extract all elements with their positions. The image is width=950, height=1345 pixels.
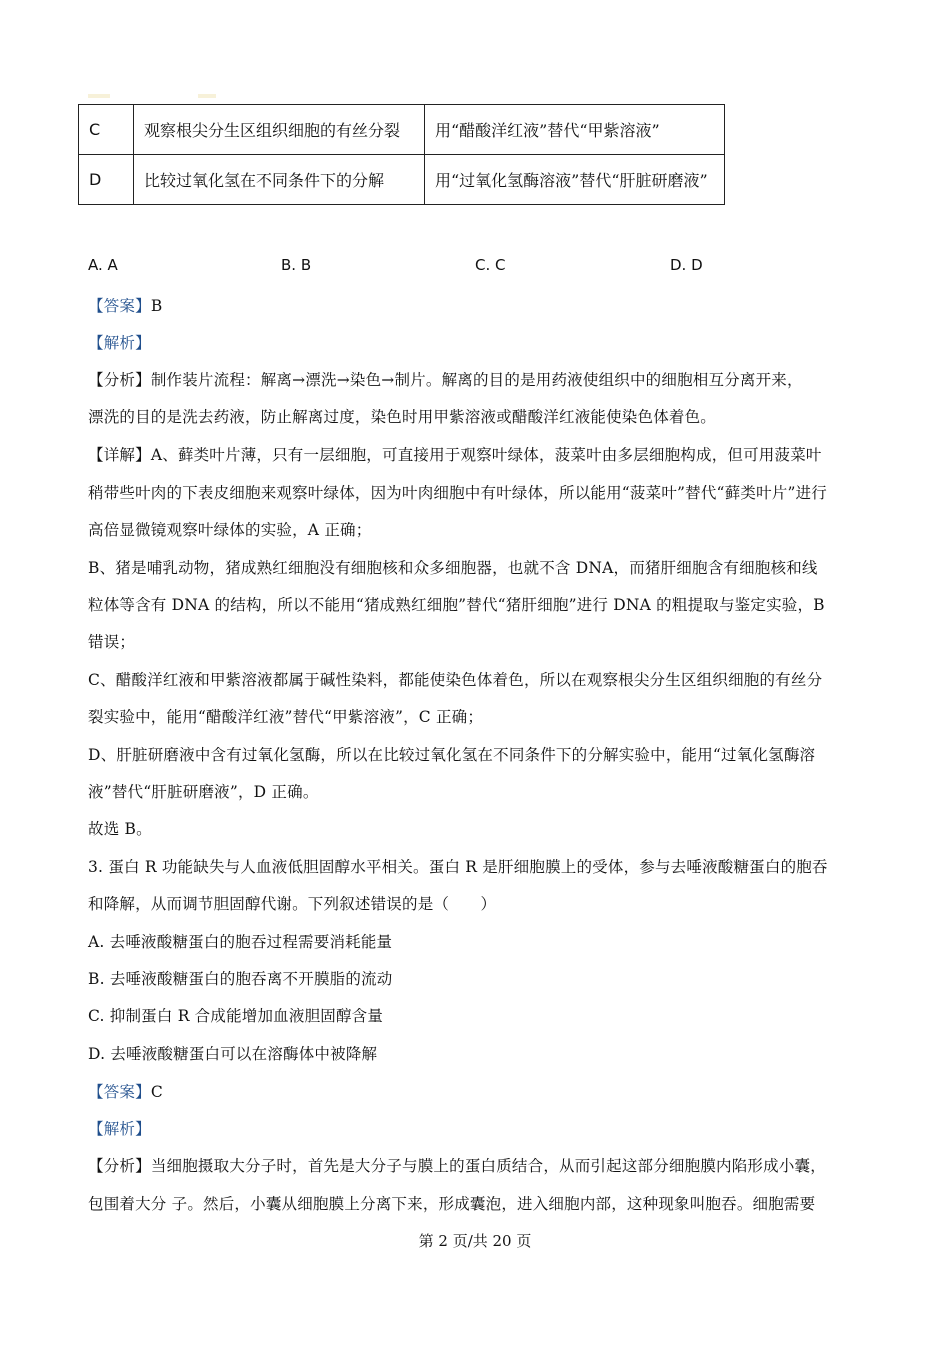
choice-d: D. D — [670, 256, 703, 274]
options-table — [78, 104, 725, 205]
detail-label: 【详解】 — [88, 446, 151, 464]
q3-analysis-line-1 — [88, 1154, 868, 1176]
row-experiment: 比较过氧化氢在不同条件下的分解 — [134, 155, 425, 205]
q2-detail-line-3: 高倍显微镜观察叶绿体的实验，A 正确； — [88, 521, 372, 539]
q2-detail-line-9: D、肝脏研磨液中含有过氧化氢酶，所以在比较过氧化氢在不同条件下的分解实验中，能用“过氧化氢酶溶 — [88, 746, 816, 764]
q2-conclusion: 故选 B。 — [88, 820, 152, 838]
row-experiment: 观察根尖分生区组织细胞的有丝分裂 — [134, 105, 425, 155]
q2-detail-line-4: B、猪是哺乳动物，猪成熟红细胞没有细胞核和众多细胞器，也就不含 DNA，而猪肝细胞含有细胞核和线 — [88, 559, 818, 577]
q3-analysis-tag: 【解析】 — [88, 1120, 151, 1138]
q2-answer: B — [150, 297, 163, 315]
q3-option-c: C. 抑制蛋白 R 合成能增加血液胆固醇含量 — [88, 1007, 384, 1025]
detail-text: A、藓类叶片薄，只有一层细胞，可直接用于观察叶绿体，菠菜叶由多层细胞构成，但可用菠菜叶 — [150, 446, 822, 464]
analysis-text: 当细胞摄取大分子时，首先是大分子与膜上的蛋白质结合，从而引起这部分细胞膜内陷形成小囊， — [150, 1157, 826, 1175]
choice-a: A. A — [88, 256, 118, 274]
row-label: D — [79, 155, 134, 205]
analysis-label: 【分析】 — [88, 371, 151, 389]
q2-analysis-line-2: 漂洗的目的是洗去药液，防止解离过度，染色时用甲紫溶液或醋酸洋红液能使染色体着色。 — [88, 408, 717, 426]
answer-choices — [88, 256, 788, 278]
row-label: C — [79, 105, 134, 155]
q3-stem-line-2: 和降解，从而调节胆固醇代谢。下列叙述错误的是（ ） — [88, 895, 497, 913]
q2-analysis-tag: 【解析】 — [88, 334, 151, 352]
q3-option-b: B. 去唾液酸糖蛋白的胞吞离不开膜脂的流动 — [88, 970, 393, 988]
q3-answer-line — [88, 1080, 868, 1102]
q3-option-a: A. 去唾液酸糖蛋白的胞吞过程需要消耗能量 — [88, 933, 393, 951]
analysis-text: 制作装片流程：解离→漂洗→染色→制片。解离的目的是用药液使组织中的细胞相互分离开来， — [150, 371, 803, 389]
row-replacement: 用“醋酸洋红液”替代“甲紫溶液” — [425, 105, 725, 155]
q3-answer: C — [150, 1083, 163, 1101]
answer-tag: 【答案】 — [88, 1083, 151, 1101]
choice-c: C. C — [475, 256, 506, 274]
q2-detail-line-1 — [88, 443, 868, 465]
q2-detail-line-8: 裂实验中，能用“醋酸洋红液”替代“甲紫溶液”，C 正确； — [88, 708, 484, 726]
q2-detail-line-10: 液”替代“肝脏研磨液”，D 正确。 — [88, 783, 319, 801]
answer-tag: 【答案】 — [88, 297, 151, 315]
q2-detail-line-5: 粒体等含有 DNA 的结构，所以不能用“猪成熟红细胞”替代“猪肝细胞”进行 DNA 的粗提取与鉴定实验，B — [88, 596, 825, 614]
q2-detail-line-6: 错误； — [88, 633, 136, 651]
q2-answer-line — [88, 294, 868, 316]
q2-analysis-line-1 — [88, 368, 868, 390]
row-replacement: 用“过氧化氢酶溶液”替代“肝脏研磨液” — [425, 155, 725, 205]
choice-b: B. B — [281, 256, 312, 274]
analysis-label: 【分析】 — [88, 1157, 151, 1175]
table-row — [79, 105, 725, 155]
header-watermark-residue — [88, 92, 238, 100]
q3-stem-line-1: 3. 蛋白 R 功能缺失与人血液低胆固醇水平相关。蛋白 R 是肝细胞膜上的受体，参与去唾液酸糖蛋白的胞吞 — [88, 858, 828, 876]
q3-option-d: D. 去唾液酸糖蛋白可以在溶酶体中被降解 — [88, 1045, 378, 1063]
page-footer: 第 2 页/共 20 页 — [418, 1232, 532, 1250]
q2-detail-line-7: C、醋酸洋红液和甲紫溶液都属于碱性染料，都能使染色体着色，所以在观察根尖分生区组织细胞的有丝分 — [88, 671, 823, 689]
q2-detail-line-2: 稍带些叶肉的下表皮细胞来观察叶绿体，因为叶肉细胞中有叶绿体，所以能用“菠菜叶”替代“藓类叶片”进行 — [88, 484, 827, 502]
q3-analysis-line-2: 包围着大分 子。然后，小囊从细胞膜上分离下来，形成囊泡，进入细胞内部，这种现象叫胞吞。细胞需要 — [88, 1195, 816, 1213]
table-row — [79, 155, 725, 205]
